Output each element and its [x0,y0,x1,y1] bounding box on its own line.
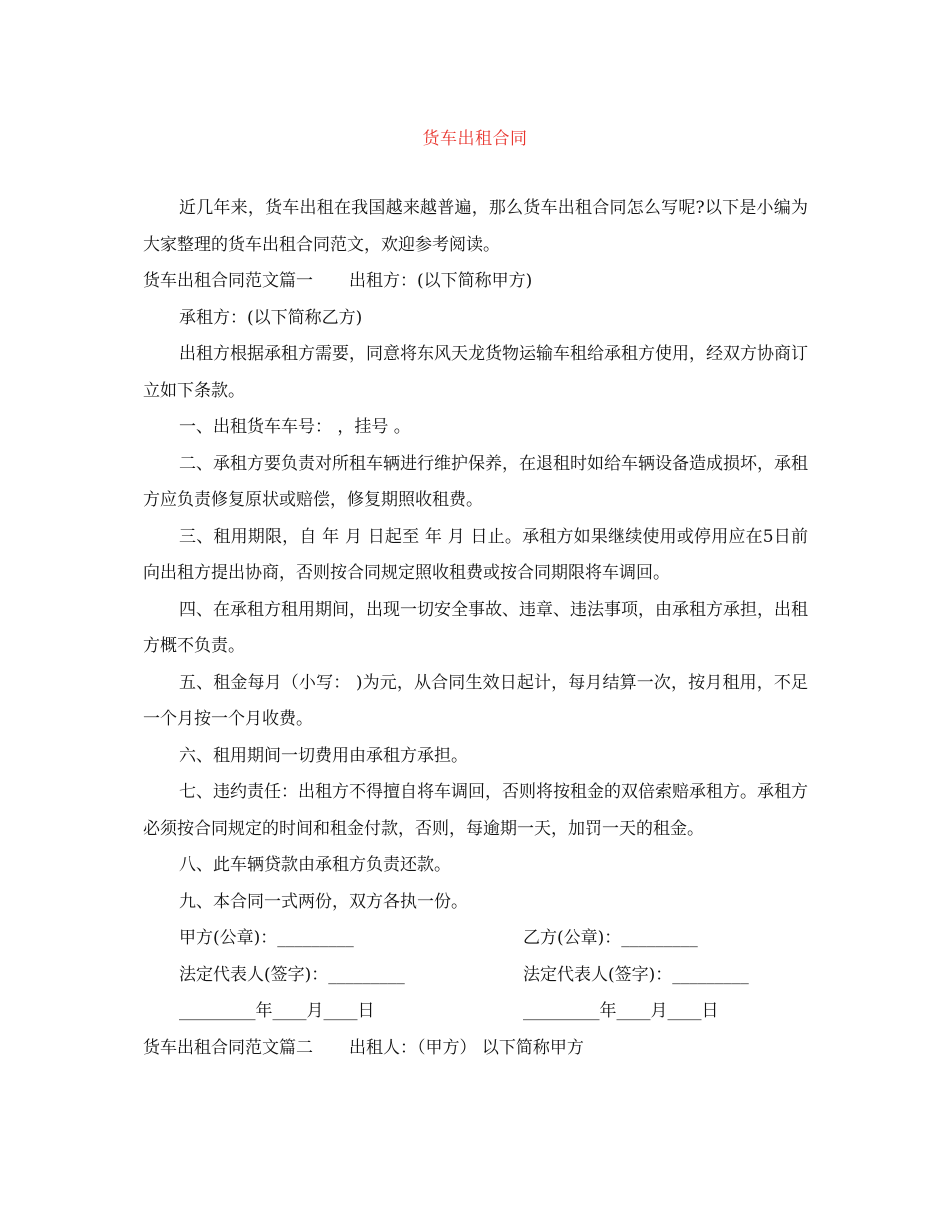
clause-4: 四、在承租方租用期间，出现一切安全事故、违章、违法事项，由承租方承担，出租方概不负责。 [143,599,808,656]
sample2-lessor: 出租人：（甲方） 以下简称甲方 [349,1037,584,1058]
signature-row-representative [143,957,808,994]
party-a-seal: 甲方(公章)：_________ [179,928,354,948]
intro-paragraph: 近几年来，货车出租在我国越来越普遍，那么货车出租合同怎么写呢?以下是小编为大家整理的货车出租合同范文，欢迎参考阅读。 [143,198,808,255]
sample2-heading: 货车出租合同范文篇二 [143,1037,313,1058]
party-a-date: _________年____月____日 [179,1001,375,1021]
signature-row-seal [143,920,808,957]
sample1-lessor: 出租方：(以下简称甲方) [349,271,533,291]
sample1-lessee: 承租方：(以下简称乙方) [179,307,363,328]
clause-7: 七、违约责任：出租方不得擅自将车调回，否则将按租金的双倍索赔承租方。承租方必须按合同规定的时间和租金付款，否则，每逾期一天，加罚一天的租金。 [143,782,808,839]
document-body [143,190,808,1066]
party-b-seal: 乙方(公章)：_________ [523,928,698,948]
clause-9: 九、本合同一式两份，双方各执一份。 [179,891,468,912]
party-b-representative: 法定代表人(签字)：_________ [523,964,749,985]
party-a-representative: 法定代表人(签字)：_________ [179,964,405,985]
sample2-heading-line [143,1030,808,1067]
document-title: 货车出租合同 [422,129,528,149]
clause-6: 六、租用期间一切费用由承租方承担。 [179,745,468,766]
party-b-date: _________年____月____日 [523,1001,719,1021]
sample1-heading-line [143,263,808,300]
clause-3: 三、租用期限，自 年 月 日起至 年 月 日止。承租方如果继续使用或停用应在5日前向出租方提出协商，否则按合同规定照收租费或按合同期限将车调回。 [143,526,808,583]
sample1-preamble: 出租方根据承租方需要，同意将东风天龙货物运输车租给承租方使用，经双方协商订立如下条款。 [143,344,808,401]
clause-5: 五、租金每月（小写： )为元，从合同生效日起计，每月结算一次，按月租用，不足一个月按一个月收费。 [143,672,808,729]
sample1-heading: 货车出租合同范文篇一 [143,271,313,291]
clause-2: 二、承租方要负责对所租车辆进行维护保养，在退租时如给车辆设备造成损坏，承租方应负责修复原状或赔偿，修复期照收租费。 [143,453,808,510]
clause-1: 一、出租货车车号： ，挂号 。 [179,417,411,437]
clause-8: 八、此车辆贷款由承租方负责还款。 [179,855,451,875]
signature-row-date [143,993,808,1030]
